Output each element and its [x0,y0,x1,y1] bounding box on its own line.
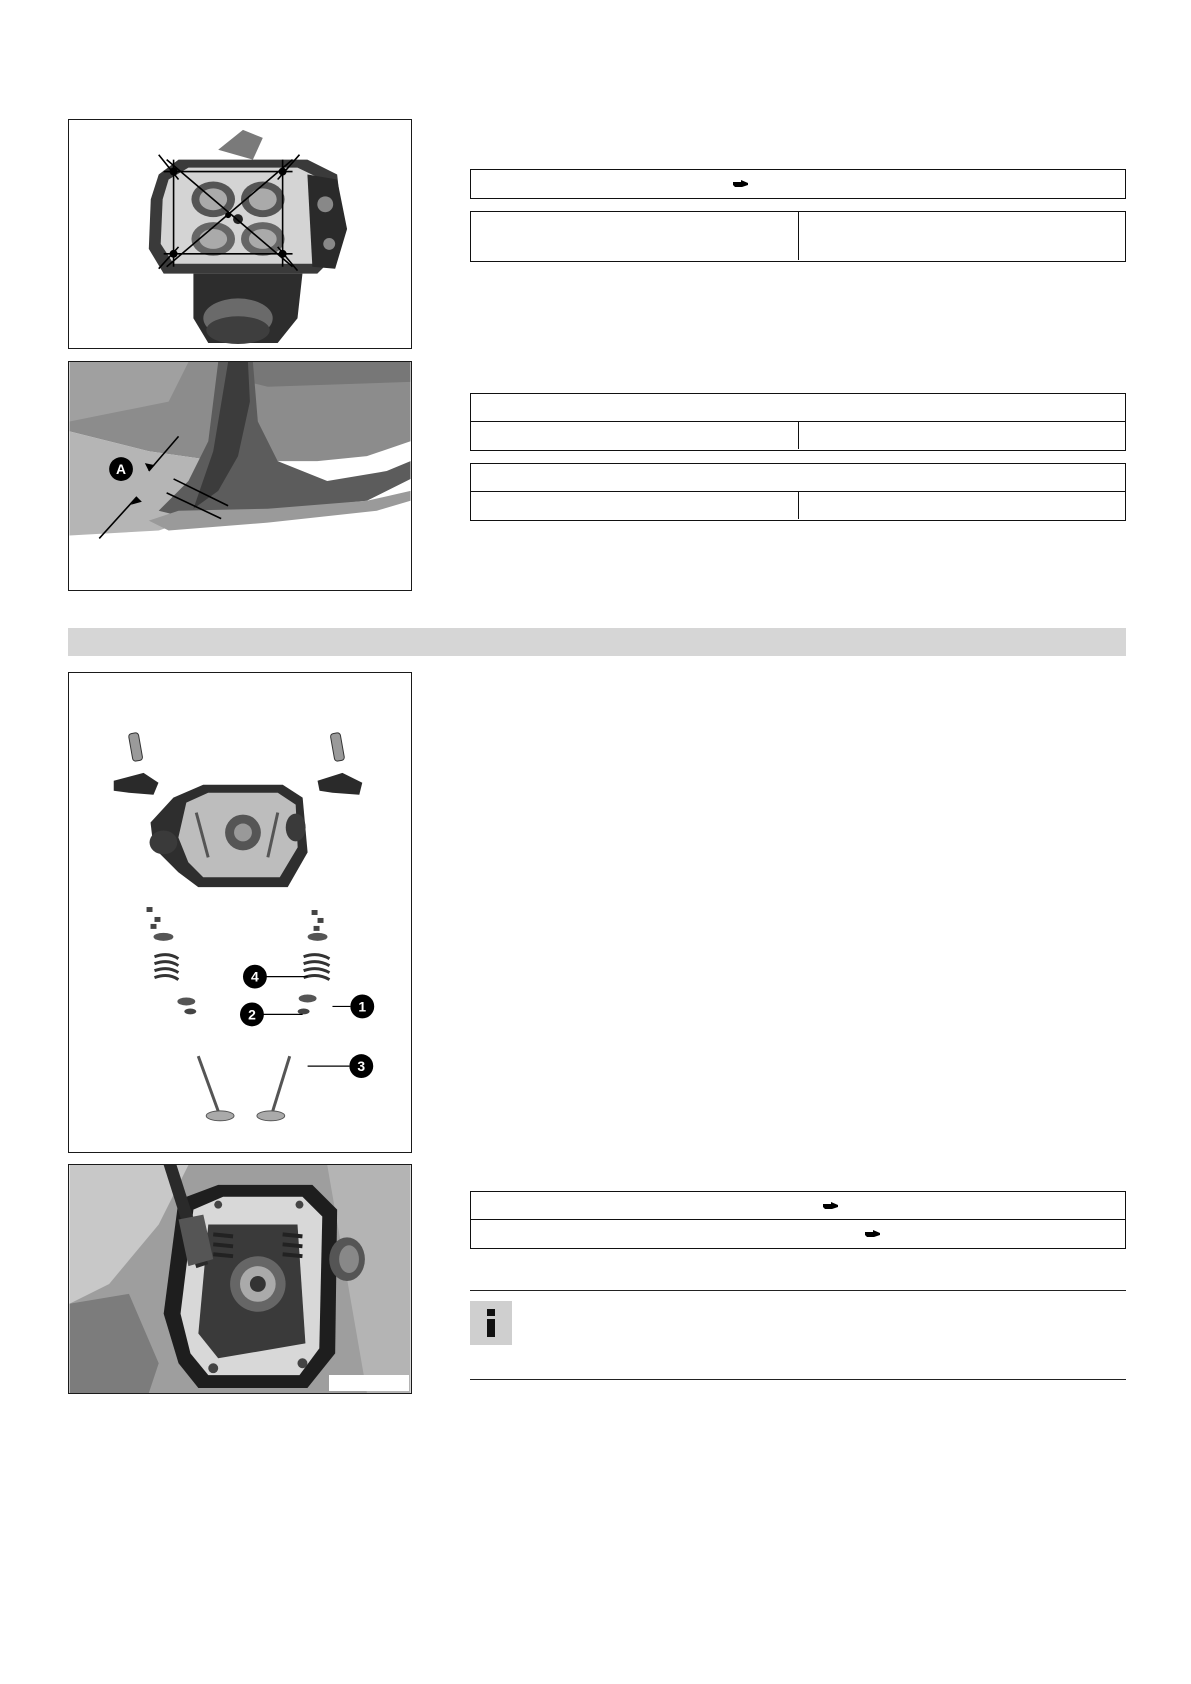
svg-text:2: 2 [248,1006,256,1023]
figure-code-box [329,330,409,346]
tool-reference-box-1 [470,169,1126,199]
cylinder-head-photo [69,1165,411,1393]
section-heading-bar [68,628,1126,656]
callout-4 [243,965,267,989]
spec-3-header [471,464,1125,492]
spec-3-left [471,492,798,519]
callout-2 [240,1002,264,1026]
note-top-rule [470,1290,1126,1291]
callout-a-label: A [116,461,127,478]
note-bottom-rule [470,1379,1126,1380]
cylinder-head-top-illustration [69,120,411,348]
svg-text:4: 4 [251,968,259,985]
valve-seat-illustration [69,362,411,590]
svg-text:3: 3 [357,1058,366,1075]
callout-1 [350,995,374,1019]
figure-code-box [329,1134,409,1150]
figure-code-box [329,572,409,588]
figure-valve-exploded-view [68,672,412,1153]
figure-code-box [329,1375,409,1391]
spec-table-1 [470,211,1126,262]
pointing-hand-icon [865,1229,881,1239]
tool-reference-box-2 [470,1191,1126,1249]
spec-2-right [798,422,1126,449]
pointing-hand-icon [733,179,749,189]
spec-1-left [471,212,798,260]
spec-3-right [798,492,1126,519]
pointing-hand-icon [823,1201,839,1211]
figure-valve-spring-compressor [68,1164,412,1394]
spec-2-left [471,422,798,449]
spec-table-3 [470,463,1126,521]
figure-cylinder-head-flatness [68,119,412,349]
spec-table-2 [470,393,1126,451]
spec-1-right [798,212,1126,260]
callout-3 [349,1054,373,1078]
svg-text:1: 1 [358,998,367,1015]
figure-valve-seat-width [68,361,412,591]
info-icon [470,1301,512,1345]
valve-train-exploded-illustration [69,673,411,1152]
spec-2-header [471,394,1125,422]
